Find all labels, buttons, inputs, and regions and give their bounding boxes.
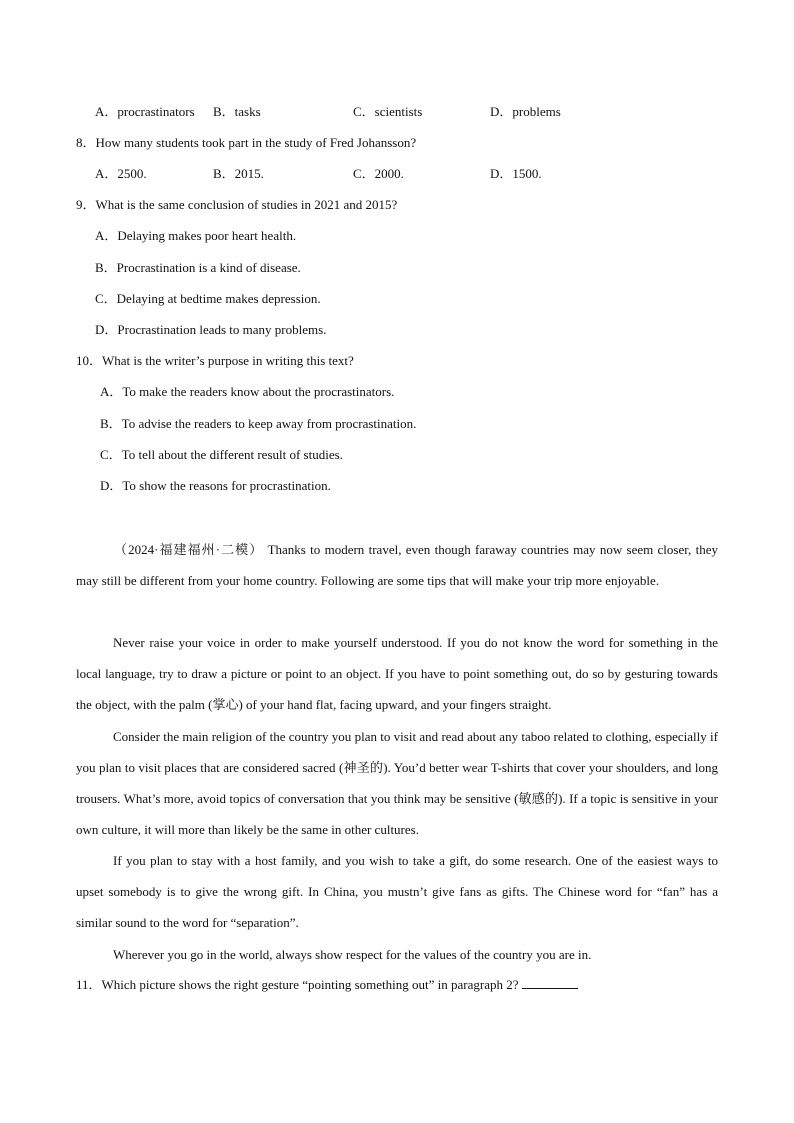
q10-stem: 10．What is the writer’s purpose in writing this text? xyxy=(76,353,354,368)
passage-paragraph-4 xyxy=(76,845,718,938)
passage-paragraph-1-text: Thanks to modern travel, even though faraway countries may now seem closer, they may still be different from your home country. Following are some tips that will make your trip more enjoyable. xyxy=(76,542,718,588)
q9-option-a: A．Delaying makes poor heart health. xyxy=(95,228,297,243)
q10-option-a: A．To make the readers know about the procrastinators. xyxy=(100,384,395,399)
answer-blank[interactable] xyxy=(522,976,578,989)
q11-stem-line xyxy=(76,976,578,994)
passage-paragraph-2 xyxy=(76,627,718,720)
q10-option-d: D．To show the reasons for procrastination. xyxy=(100,478,331,493)
q7-option-a: A．procrastinators xyxy=(95,104,195,119)
q7-option-c: C．scientists xyxy=(353,104,423,119)
passage-paragraph-5 xyxy=(76,939,718,970)
passage-paragraph-4-text: If you plan to stay with a host family, and you wish to take a gift, do some research. One of the easiest ways to upset somebody is to give the wrong gift. In China, you mustn’t give fans as gifts. The Chinese word for “fan” has a similar sound to the word for “separation”. xyxy=(76,853,718,930)
q11-stem: 11．Which picture shows the right gesture “pointing something out” in paragraph 2? xyxy=(76,977,519,992)
q7-option-d: D．problems xyxy=(490,104,561,119)
passage-paragraph-3 xyxy=(76,721,718,845)
q8-stem: 8．How many students took part in the study of Fred Johansson? xyxy=(76,135,417,150)
q8-option-b: B．2015. xyxy=(213,166,264,181)
passage-paragraph-3-text: Consider the main religion of the country you plan to visit and read about any taboo related to clothing, especially if you plan to visit places that are considered sacred (神圣的). You’d better wear T-shirts that cover your shoulders, and long trousers. What’s more, avoid topics of conversation that you think may be sensitive (敏感的). If a topic is sensitive in your own culture, it will more than likely be the same in other cultures. xyxy=(76,729,718,837)
q8-option-d: D．1500. xyxy=(490,166,542,181)
passage-paragraph-1 xyxy=(76,534,718,596)
passage-paragraph-2-text: Never raise your voice in order to make yourself understood. If you do not know the word for something in the local language, try to draw a picture or point to an object. If you have to point something out, do so by gesturing towards the object, with the palm (掌心) of your hand flat, facing upward, and your fingers straight. xyxy=(76,635,718,712)
q9-option-c: C．Delaying at bedtime makes depression. xyxy=(95,291,321,306)
q8-option-c: C．2000. xyxy=(353,166,404,181)
passage-paragraph-5-text: Wherever you go in the world, always show respect for the values of the country you are in. xyxy=(113,947,592,962)
q7-option-b: B．tasks xyxy=(213,104,261,119)
q10-option-b: B．To advise the readers to keep away from procrastination. xyxy=(100,416,417,431)
q8-option-a: A．2500. xyxy=(95,166,147,181)
q10-option-c: C．To tell about the different result of studies. xyxy=(100,447,343,462)
q9-option-d: D．Procrastination leads to many problems. xyxy=(95,322,327,337)
passage-source: （2024·福建福州·二模） xyxy=(113,542,264,557)
q9-option-b: B．Procrastination is a kind of disease. xyxy=(95,260,301,275)
q9-stem: 9．What is the same conclusion of studies in 2021 and 2015? xyxy=(76,197,398,212)
